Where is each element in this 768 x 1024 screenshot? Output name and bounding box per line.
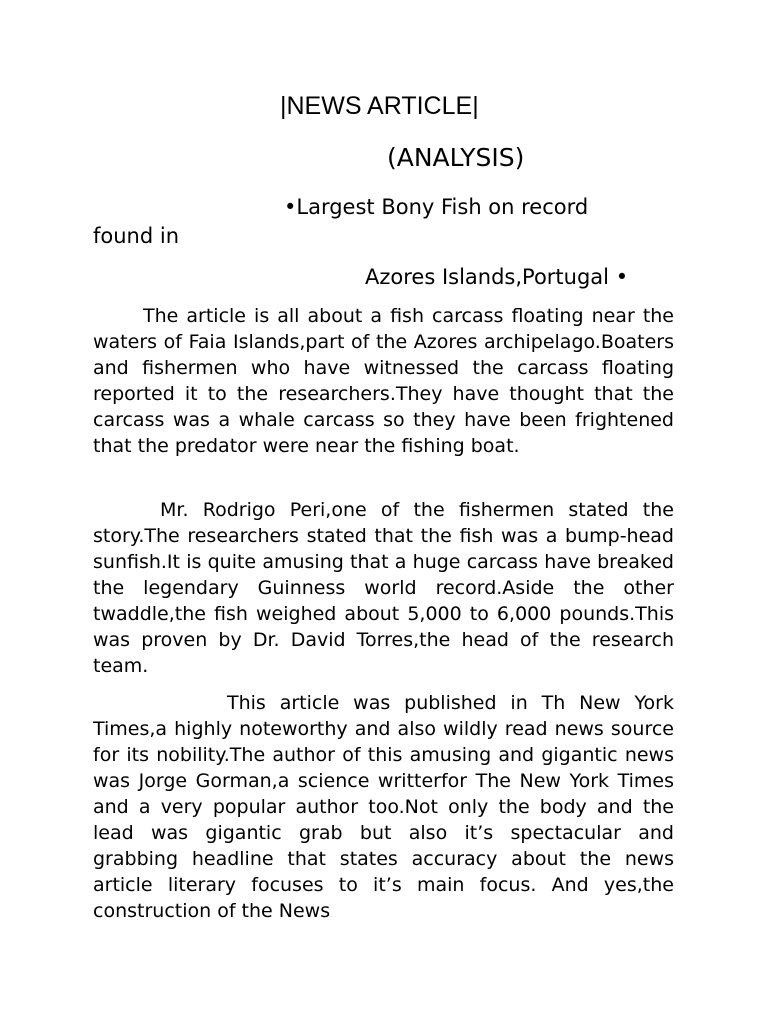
document-title: |NEWS ARTICLE| (280, 92, 479, 120)
body-paragraph-2: Mr. Rodrigo Peri,one of the fishermen stated the story.The researchers stated that the fish was a bump-head sunfish.It is quite amusing that a huge carcass have breaked the legendary Guinness world record.Aside the other twaddle,the fish weighed about 5,000 to 6,000 pounds.This was proven by Dr. David Torres,the head of the research team. (93, 499, 674, 677)
article-headline-line-2: found in (93, 224, 180, 248)
body-paragraph-1: The article is all about a fish carcass floating near the waters of Faia Islands,part of the Azores archipelago.Boaters and fishermen who have witnessed the carcass floating reported it to the researchers.They have thought that the carcass was a whale carcass so they have been frightened that the predator were near the fishing boat. (93, 305, 674, 457)
article-headline-line-1: •Largest Bony Fish on record (284, 195, 589, 219)
document-subtitle: (ANALYSIS) (387, 143, 525, 172)
article-headline-line-3: Azores Islands,Portugal • (365, 265, 629, 289)
body-paragraph-3: This article was published in Th New York Times,a highly noteworthy and also wildly read news source for its nobility.The author of this amusing and gigantic news was Jorge Gorman,a science writterfor The New York Times and a very popular author too.Not only the body and the lead was gigantic grab but also it’s spectacular and grabbing headline that states accuracy about the news article literary focuses to it’s main focus. And yes,the construction of the News (93, 692, 674, 922)
